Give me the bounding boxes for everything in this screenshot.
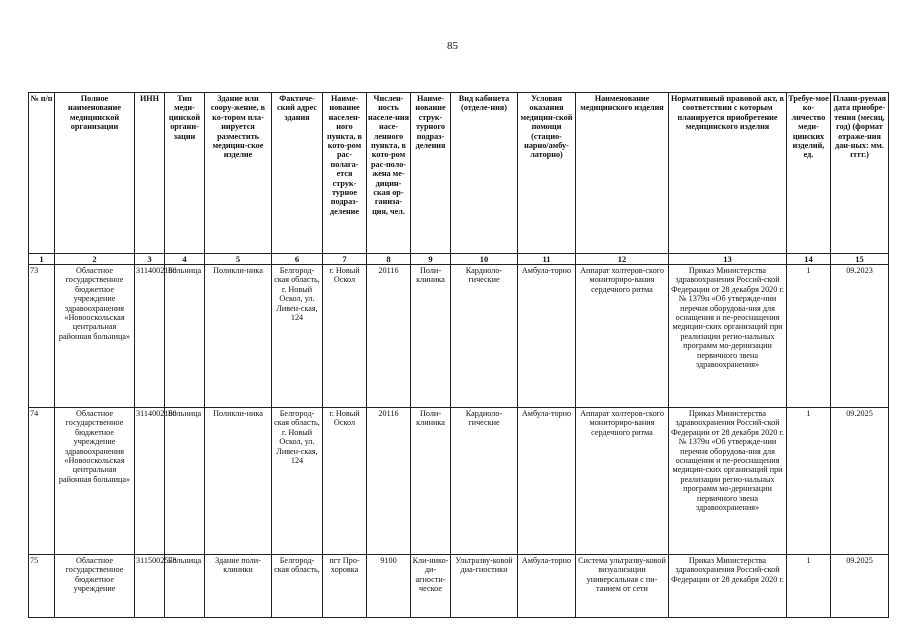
column-number: 6 (272, 254, 323, 265)
organization-type: Больница (165, 408, 205, 555)
structural-unit: Кли-нико-ди-агности-ческое (411, 555, 451, 618)
column-number-row (29, 254, 889, 265)
header-cell: Наиме-нование струк-турного подраз-деления (411, 93, 451, 254)
population: 20116 (367, 408, 411, 555)
header-cell: Требуе-мое ко-личество меди-цинских изделий, ед. (787, 93, 831, 254)
table-row (29, 265, 889, 408)
page-number: 85 (447, 40, 458, 52)
header-cell: Нормативный правовой акт, в соответствии с которым планируется приобретение медицинского изделия (669, 93, 787, 254)
header-cell: Фактиче-ский адрес здания (272, 93, 323, 254)
organization-name: Областное государственное бюджетное учреждение (55, 555, 135, 618)
legal-act: Приказ Министерства здравоохранения Россий-ской Федерации от 28 декабря 2020 г. № 1379н «Об утвержде-нии перечня оборудова-ния для оснащения и пе-реоснащения медицин-ских организаций при реализации регио-нальных программ мо-дернизации первичного звена здравоохранения» (669, 408, 787, 555)
cabinet-type: Кардиоло-гические (451, 408, 518, 555)
organization-name: Областное государственное бюджетное учреждение здравоохранения «Новооскольская центральная районная больница» (55, 265, 135, 408)
cabinet-type: Кардиоло-гические (451, 265, 518, 408)
building: Поликли-ника (205, 265, 272, 408)
header-cell: Вид кабинета (отделе-ния) (451, 93, 518, 254)
equipment-table (28, 92, 889, 618)
column-number: 5 (205, 254, 272, 265)
device-name: Аппарат холтеров-ского мониториро-вания сердечного ритма (576, 408, 669, 555)
locality: г. Новый Оскол (323, 408, 367, 555)
cabinet-type: Ультразву-ковой диа-гностики (451, 555, 518, 618)
inn: 3114002180 (135, 265, 165, 408)
column-number: 14 (787, 254, 831, 265)
column-number: 13 (669, 254, 787, 265)
care-conditions: Амбула-торно (518, 555, 576, 618)
row-number: 75 (29, 555, 55, 618)
purchase-date: 09.2023 (831, 265, 889, 408)
table-row (29, 408, 889, 555)
purchase-date: 09.2025 (831, 555, 889, 618)
row-number: 74 (29, 408, 55, 555)
address: Белгород-ская область, г. Новый Оскол, ул. Ливен-ская, 124 (272, 265, 323, 408)
organization-type: Больница (165, 555, 205, 618)
care-conditions: Амбула-торно (518, 408, 576, 555)
header-cell: Полное наименование медицинской организации (55, 93, 135, 254)
column-number: 8 (367, 254, 411, 265)
building: Здание поли-клиники (205, 555, 272, 618)
care-conditions: Амбула-торно (518, 265, 576, 408)
column-number: 12 (576, 254, 669, 265)
header-cell: № п/п (29, 93, 55, 254)
legal-act: Приказ Министерства здравоохранения Россий-ской Федерации от 28 декабря 2020 г. (669, 555, 787, 618)
header-cell: Условия оказания медицин-ской помощи (стацио-нарно/амбу-латорно) (518, 93, 576, 254)
header-cell: Наименование медицинского изделия (576, 93, 669, 254)
building: Поликли-ника (205, 408, 272, 555)
column-number: 15 (831, 254, 889, 265)
header-cell: ИНН (135, 93, 165, 254)
structural-unit: Поли-клиника (411, 265, 451, 408)
header-cell: Тип меди-цинской органи-зации (165, 93, 205, 254)
header-cell: Плани-руемая дата приобре-тения (месяц, год) (формат отраже-ния дан-ных: мм. гггг.) (831, 93, 889, 254)
quantity: 1 (787, 408, 831, 555)
table-row (29, 555, 889, 618)
quantity: 1 (787, 555, 831, 618)
header-row (29, 93, 889, 254)
device-name: Система ультразву-ковой визуализации универсальная с пи-танием от сети (576, 555, 669, 618)
locality: пгт Про-хоровка (323, 555, 367, 618)
organization-type: Больница (165, 265, 205, 408)
structural-unit: Поли-клиника (411, 408, 451, 555)
column-number: 4 (165, 254, 205, 265)
header-cell: Здание или соору-жение, в ко-тором пла-нируется разместить медицин-ское изделие (205, 93, 272, 254)
column-number: 3 (135, 254, 165, 265)
population: 9100 (367, 555, 411, 618)
inn: 3114002180 (135, 408, 165, 555)
legal-act: Приказ Министерства здравоохранения Россий-ской Федерации от 28 декабря 2020 г. № 1379н «Об утвержде-нии перечня оборудова-ния для оснащения и пе-реоснащения медицин-ских организаций при реализации регио-нальных программ мо-дернизации первичного звена здравоохранения» (669, 265, 787, 408)
column-number: 1 (29, 254, 55, 265)
inn: 3115002578 (135, 555, 165, 618)
locality: г. Новый Оскол (323, 265, 367, 408)
organization-name: Областное государственное бюджетное учреждение здравоохранения «Новооскольская центральная районная больница» (55, 408, 135, 555)
address: Белгород-ская область, (272, 555, 323, 618)
column-number: 11 (518, 254, 576, 265)
row-number: 73 (29, 265, 55, 408)
address: Белгород-ская область, г. Новый Оскол, ул. Ливен-ская, 124 (272, 408, 323, 555)
column-number: 7 (323, 254, 367, 265)
population: 20116 (367, 265, 411, 408)
quantity: 1 (787, 265, 831, 408)
header-cell: Числен-ность населе-ния насе-ленного пункта, в кото-ром рас-поло-жена ме-дицин-ская ор-ганиза-ция, чел. (367, 93, 411, 254)
purchase-date: 09.2025 (831, 408, 889, 555)
column-number: 9 (411, 254, 451, 265)
header-cell: Наиме-нование населен-ного пункта, в кото-ром рас-полага-ется струк-турное подраз-деление (323, 93, 367, 254)
column-number: 2 (55, 254, 135, 265)
column-number: 10 (451, 254, 518, 265)
device-name: Аппарат холтеров-ского мониториро-вания сердечного ритма (576, 265, 669, 408)
